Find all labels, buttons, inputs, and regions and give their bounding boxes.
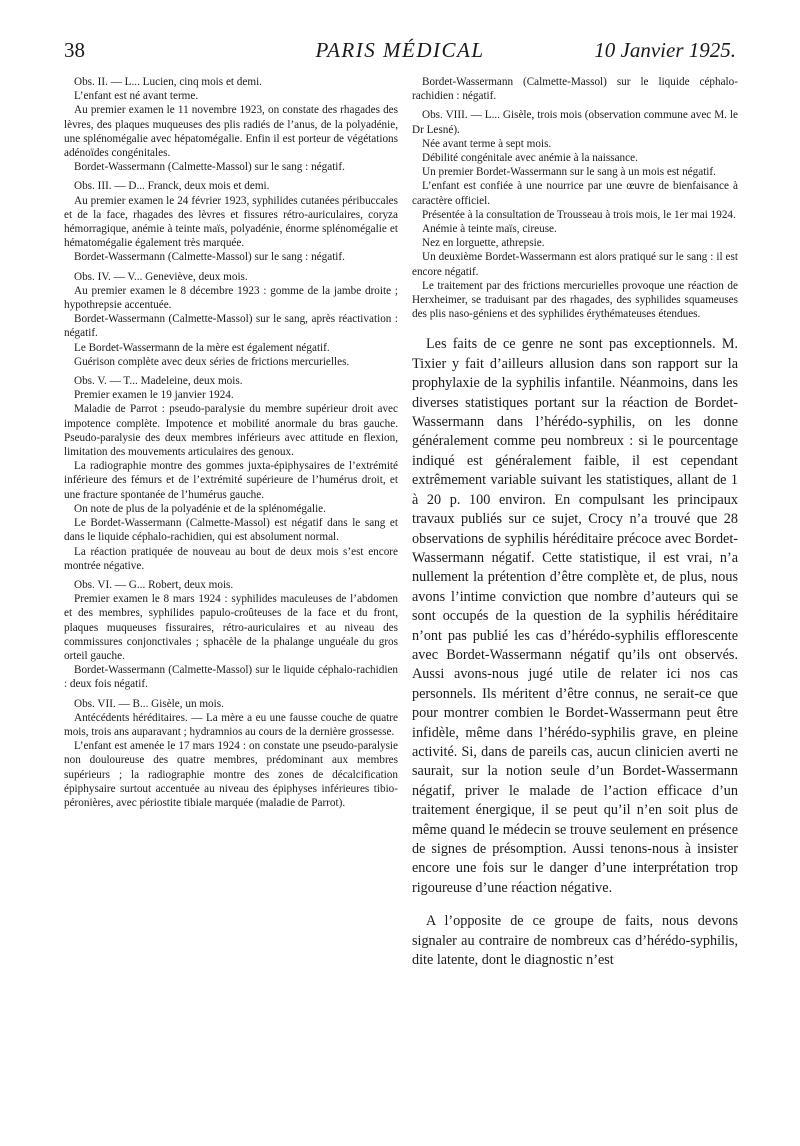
paragraph: On note de plus de la polyadénie et de la splénomégalie. [74, 502, 326, 515]
left-column [64, 75, 398, 810]
paragraph: Présentée à la consultation de Trousseau à trois mois, le 1er mai 1924. [422, 208, 736, 221]
paragraph: Obs. II. — L... Lucien, cinq mois et demi. [74, 76, 262, 88]
paragraph: Obs. V. — T... Madeleine, deux mois. [74, 375, 243, 388]
paragraph: Anémie à teinte maïs, cireuse. [422, 223, 557, 236]
paragraph: Maladie de Parrot : pseudo-paralysie du membre supérieur droit avec impotence complète. Impotence et mobilité anormale du bras gauche. Pseudo-paralysie des deux membres inférieurs avec attitude en flexion, limitation des mouvements articulaires des genoux. [64, 403, 398, 459]
paragraph: Bordet-Wassermann (Calmette-Massol) sur le sang : négatif. [74, 161, 345, 174]
paragraph: Obs. VII. — B... Gisèle, un mois. [74, 697, 224, 710]
paragraph: Née avant terme à sept mois. [422, 137, 552, 150]
right-column [412, 75, 738, 970]
paragraph: Le Bordet-Wassermann (Calmette-Massol) est négatif dans le sang et dans le liquide céphalo-rachidien, qui est absolument normal. [64, 517, 398, 544]
paragraph: Obs. VI. — G... Robert, deux mois. [74, 578, 234, 591]
paragraph: L’enfant est confiée à une nourrice par une œuvre de bienfaisance à caractère officiel. [412, 180, 738, 207]
paragraph: La radiographie montre des gommes juxta-épiphysaires de l’extrémité inférieure des fémurs et de l’extrémité supérieure de l’humérus droit, et une fracture spontanée de l’humérus gauche. [64, 460, 398, 501]
paragraph: L’enfant est amenée le 17 mars 1924 : on constate une pseudo-paralysie non douloureuse des quatre membres, prédominant aux membres supérieurs ; la radiographie montre des zones de décalcification épiphysaire surtout accentuée au niveau des épiphyses inférieures tibio-péronières, avec périostite tibiale marquée (maladie de Parrot). [64, 740, 398, 809]
paragraph: Au premier examen le 8 décembre 1923 : gomme de la jambe droite ; hypothrepsie accentuée. [64, 284, 398, 312]
paragraph: Le Bordet-Wassermann de la mère est également négatif. [74, 341, 330, 354]
paragraph: Le traitement par des frictions mercurielles provoque une réaction de Herxheimer, se traduisant par des rhagades, des syphilides squameuses des plis naso-géniens et des syphilides érythémateuses étendues. [412, 279, 738, 321]
paragraph: Un deuxième Bordet-Wassermann est alors pratiqué sur le sang : il est encore négatif. [412, 251, 738, 278]
paragraph: Guérison complète avec deux séries de frictions mercurielles. [74, 355, 350, 368]
page-header [64, 38, 736, 66]
paragraph: Bordet-Wassermann (Calmette-Massol) sur le liquide céphalo-rachidien : deux fois négatif. [64, 664, 398, 691]
paragraph: L’enfant est né avant terme. [74, 90, 199, 103]
paragraph: Un premier Bordet-Wassermann sur le sang à un mois est négatif. [422, 166, 716, 179]
page-number: 38 [64, 38, 85, 62]
paragraph: Bordet-Wassermann (Calmette-Massol) sur le liquide céphalo-rachidien : négatif. [412, 76, 738, 103]
paragraph: A l’opposite de ce groupe de faits, nous devons signaler au contraire de nombreux cas d’hérédo-syphilis, dite latente, dont le diagnostic n’est [412, 913, 738, 969]
paragraph: Obs. III. — D... Franck, deux mois et demi. [74, 180, 270, 193]
paragraph: Au premier examen le 11 novembre 1923, on constate des rhagades des lèvres, des plaques muqueuses des plis radiés de l’anus, de la polyadénie, une splénomégalie avec hépatomégalie. Enfin il est porteur de végétations adénoïdes congénitales. [64, 104, 398, 160]
discussion-block [412, 335, 738, 970]
paragraph: La réaction pratiquée de nouveau au bout de deux mois s’est encore montrée négative. [64, 545, 398, 572]
paragraph: Antécédents héréditaires. — La mère a eu une fausse couche de quatre mois, trois ans auparavant ; hydramnios au cours de la dernière grossesse. [64, 711, 398, 738]
journal-title: PARIS MÉDICAL [315, 38, 485, 62]
observation-block [412, 75, 738, 321]
paragraph: Premier examen le 19 janvier 1924. [74, 389, 234, 402]
paragraph: Obs. IV. — V... Geneviève, deux mois. [74, 270, 248, 283]
issue-date: 10 Janvier 1925. [594, 38, 736, 62]
paragraph: Les faits de ce genre ne sont pas exceptionnels. M. Tixier y fait d’ailleurs allusion dans son rapport sur la prophylaxie de la syphilis infantile. Néanmoins, dans les diverses statistiques portant sur la réaction de Bordet-Wassermann dans l’hérédo-syphilis, on les donne généralement comme peu nombreux : si le pourcentage indiqué est généralement faible, il est cependant extrêmement variable suivant les statistiques, allant de 1 à 20 p. 100 environ. En compulsant les principaux travaux publiés sur ce sujet, Crocy n’a trouvé que 28 observations de syphilis héréditaire précoce avec Bordet-Wassermann négatif. Cette statistique, il est vrai, n’a nullement la prétention d’être complète et, de plus, nous avons l’intime conviction que nombre d’auteurs qui se sont occupés de la question de la syphilis héréditaire n’ont pas publié les cas d’hérédo-syphilis efflorescente avec Bordet-Wassermann négatif qu’ils ont observés. Aussi avons-nous jugé utile de relater ici nos cas personnels. Ils méritent d’être connus, ne serait-ce que pour montrer combien le Bordet-Wassermann peut être infidèle, même dans l’hérédo-syphilis grave, en pleine activité. Si, dans de pareils cas, aucun clinicien averti ne saurait, sur la notion seule d’un Bordet-Wassermann négatif, priver le malade de l’action efficace d’un traitement énergique, il se peut qu’il n’en soit plus de même quand le médecin se trouve seulement en présence de signes de présomption. Aussi tenons-nous à insister encore une fois sur le danger d’une interprétation trop rigoureuse d’une réaction négative. [412, 336, 738, 896]
paragraph: Au premier examen le 24 février 1923, syphilides cutanées péribuccales et de la face, rhagades des lèvres et fissures rétro-auriculaires, coryza hémorragique, anémie à teinte maïs, polyadénie, énorme splénomégalie et hématomégalie également très marquée. [64, 194, 398, 250]
paragraph: Nez en lorguette, athrepsie. [422, 237, 545, 250]
paragraph: Débilité congénitale avec anémie à la naissance. [422, 152, 638, 165]
paragraph: Obs. VIII. — L... Gisèle, trois mois (observation commune avec M. le Dr Lesné). [412, 109, 738, 136]
paragraph: Bordet-Wassermann (Calmette-Massol) sur le sang : négatif. [74, 251, 345, 264]
paragraph: Premier examen le 8 mars 1924 : syphilides maculeuses de l’abdomen et des membres, syphilides papulo-croûteuses de la face et du front, plaques muqueuses fissuraires, rétro-auriculaires et au niveau des commissures conjonctivales ; sphacèle de la phalange unguéale du gros orteil gauche. [64, 593, 398, 662]
paragraph: Bordet-Wassermann (Calmette-Massol) sur le sang, après réactivation : négatif. [64, 313, 398, 340]
